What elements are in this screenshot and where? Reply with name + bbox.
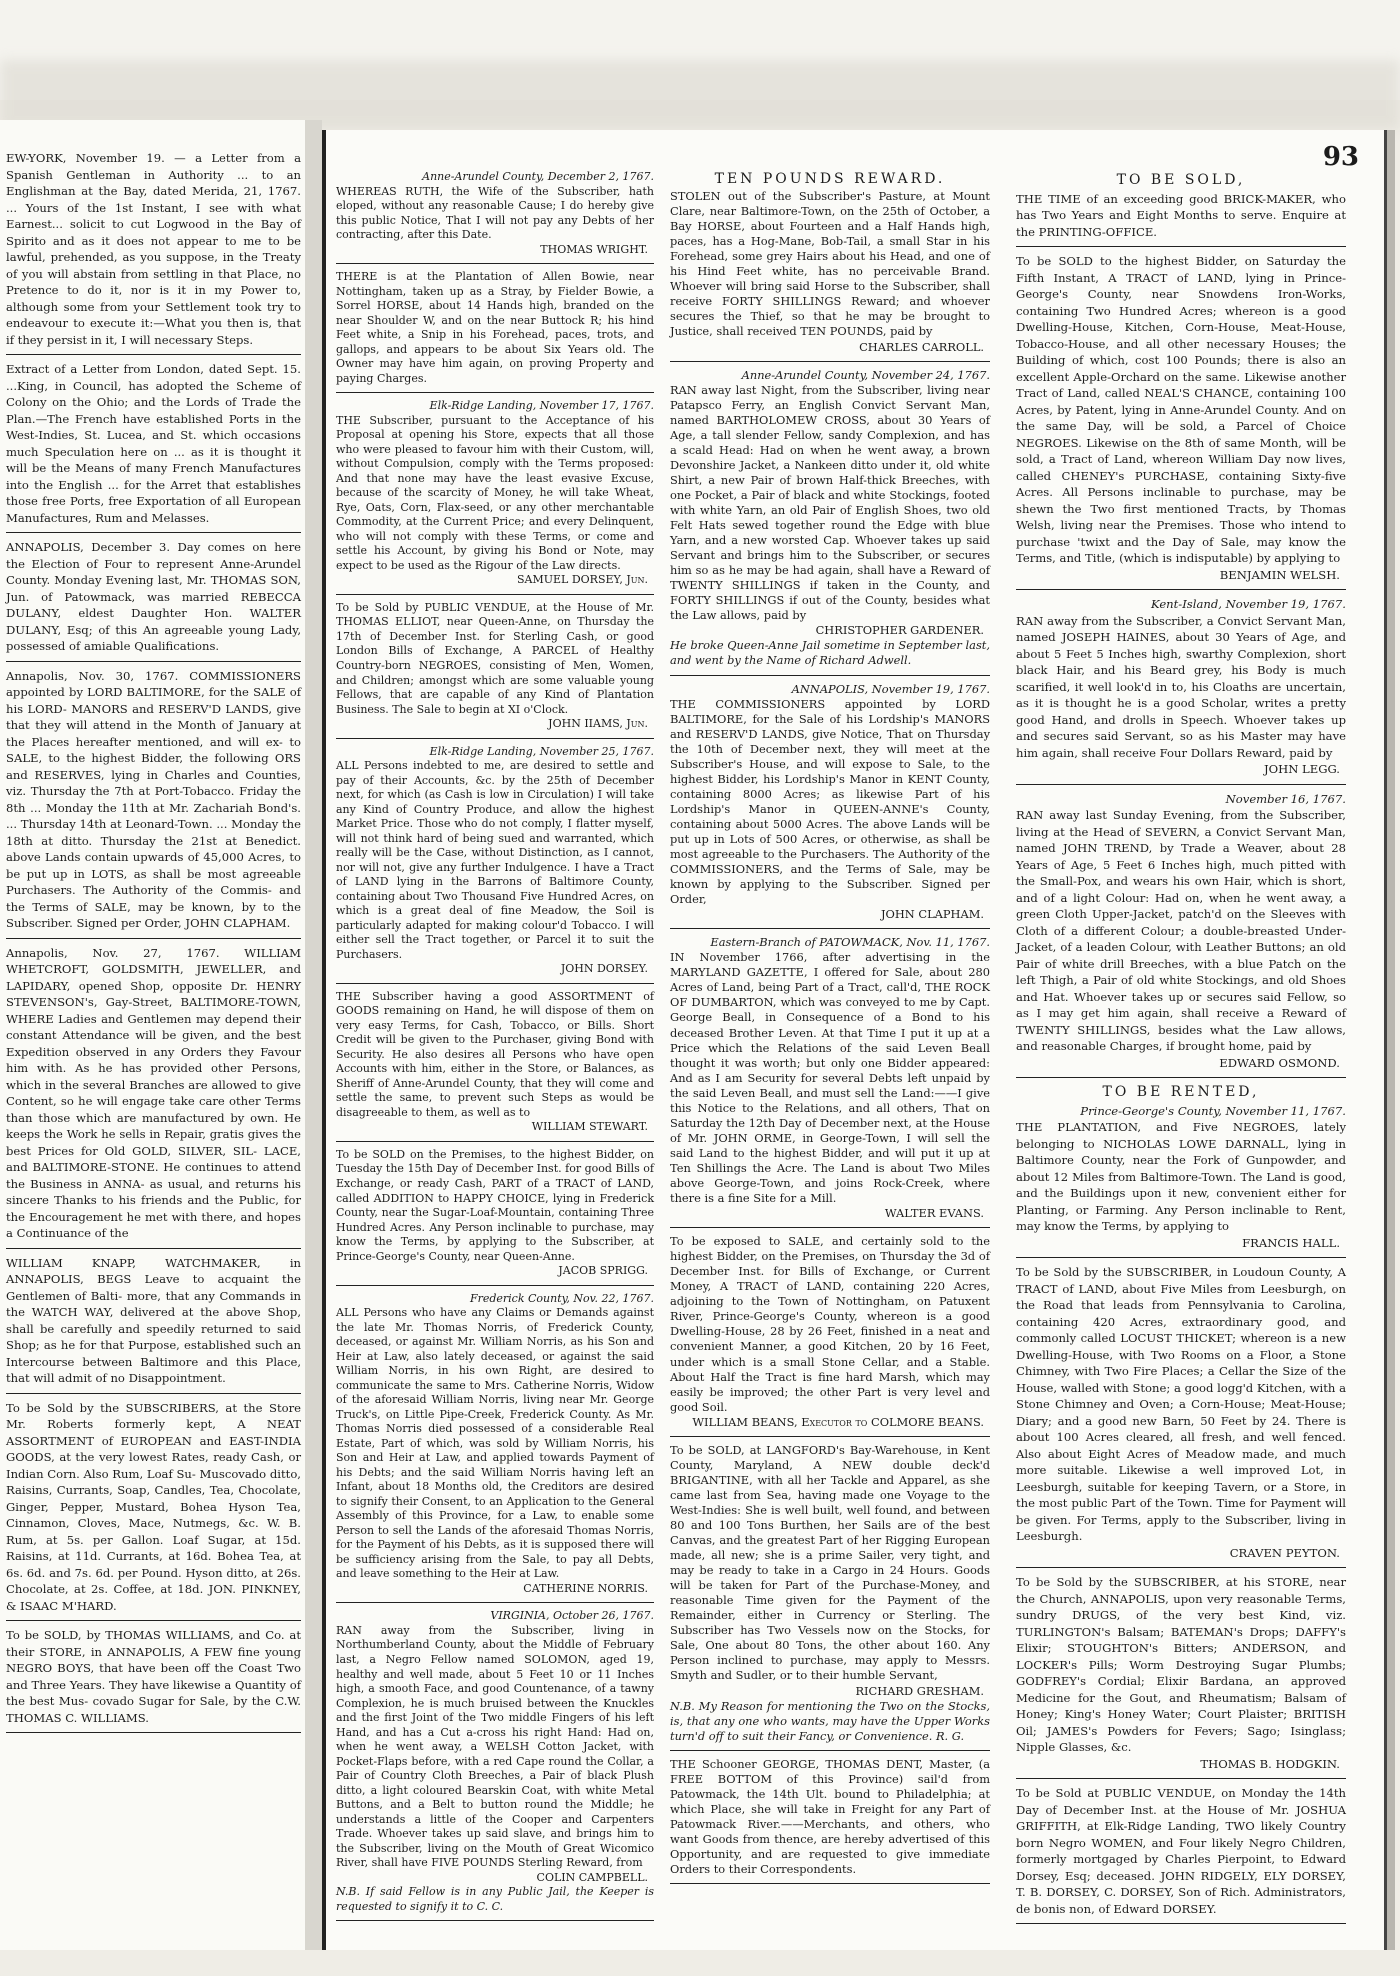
right-page: [322, 130, 1387, 1950]
ad-body: THE COMMISSIONERS appointed by LORD BALTIMORE, for the Sale of his Lordship's MANORS and RESERV'D LANDS, give Notice, That on Thursday the 10th of December next, they will meet at the Subscriber's House, and will expose to Sale, to the highest Bidder, his Lordship's Manor in KENT County, containing 8000 Acres; as likewise Part of his Lordship's Manor in QUEEN-ANNE's County, containing about 5000 Acres. The above Lands will be put up in Lots of 500 Acres, or otherwise, as shall be most agreeable to the Purchasers. The Authority of the COMMISSIONERS, and the Terms of Sale, may be known by applying to the Subscriber. Signed per Order,: [670, 696, 990, 907]
advertisement: [1016, 1084, 1346, 1251]
ad-signature: JOHN CLAPHAM.: [880, 907, 984, 922]
advertisement: [336, 270, 654, 386]
ad-body: ALL Persons indebted to me, are desired to settle and pay of their Accounts, &c. by the 25th of December next, for which (as Cash is low in Circulation) I will take any Kind of Country Produce, and allow the highest Market Price. Those who do not comply, I flatter myself, will not think hard of being sued and warranted, which really will be the Case, without Distinction, as I cannot, nor will not, give any further Indulgence. I have a Tract of LAND lying in the Barrons of Baltimore County, containing about Two Thousand Five Hundred Acres, on which is a great deal of fine Meadow, the Soil is particularly adapted for making colour'd Tobacco. I will either sell the Tract together, or Parcel it to suit the Purchasers.: [336, 759, 654, 961]
column-rule: [670, 1436, 990, 1437]
advertisement: [336, 170, 654, 257]
ad-body: To be Sold by PUBLIC VENDUE, at the House of Mr. THOMAS ELLIOT, near Queen-Anne, on Thursday the 17th of December Inst. for Sterling Cash, or good London Bills of Exchange, A PARCEL of Healthy Country-born NEGROES, consisting of Men, Women, and Children; amongst which are some valuable young Fellows, that are capable of any Kind of Plantation Business. The Sale to begin at XI o'Clock.: [336, 600, 654, 716]
advertisement: [6, 150, 301, 348]
ad-body: IN November 1766, after advertising in the MARYLAND GAZETTE, I offered for Sale, about 280 Acres of Land, being Part of a Tract, call'd, THE ROCK OF DUMBARTON, which was conveyed to me by Capt. George Beall, in Consequence of a Bond to his deceased Brother Leven. At that Time I put it up at a Price which the Relations of the said Leven Beall thought it was worth; but only one Bidder appeared: And as I am Security for several Debts left unpaid by the said Leven Beall, and must sell the Land:——I give this Notice to the Relations, and all others, That on Saturday the 12th Day of December next, at the House of Mr. JOHN ORME, in George-Town, I will sell the said Land to the highest Bidder, and will put it up at Ten Shillings the Acre. The Land is about Two Miles above George-Town, and joins Rock-Creek, where there is a fine Site for a Mill.: [670, 950, 990, 1206]
ad-signature: SAMUEL DORSEY, Jun.: [516, 573, 648, 587]
ad-signature: COLIN CAMPBELL.: [536, 1870, 648, 1884]
column-rule: [670, 1750, 990, 1751]
page-number: 93: [1322, 142, 1359, 172]
ad-dateline: ANNAPOLIS, November 19, 1767.: [791, 681, 990, 696]
column-rule: [336, 983, 654, 984]
ad-body: To be Sold by the SUBSCRIBER, in Loudoun County, A TRACT of LAND, about Five Miles from Leesburgh, on the Road that leads from Pennsylvania to Carolina, containing 420 Acres, extraordinary good, and commonly called LOCUST THICKET; whereon is a new Dwelling-House, with Two Rooms on a Floor, a Stone Chimney, with Two Fire Places; a Cellar the Size of the House, walled with Stone; a good logg'd Kitchen, with a Stone Chimney and Oven; a Corn-House; Meat-House; Diary; and a good new Barn, 50 Feet by 24. There is about 100 Acres cleared, all fresh, and well fenced. Also about Eight Acres of Meadow made, and much more suitable. Likewise a well improved Lot, in Leesburgh, suitable for keeping Tavern, or a Store, in the most public Part of the Town. Time for Payment will be given. For Terms, apply to the Subscriber, living in Leesburgh.: [1016, 1265, 1346, 1543]
advertisement: [670, 935, 990, 1221]
column-rule: [1016, 1778, 1346, 1779]
ad-heading: TO BE RENTED,: [1102, 1084, 1260, 1100]
column-rule: [336, 594, 654, 595]
ad-signature: WILLIAM STEWART.: [531, 1120, 648, 1134]
column-rule: [1016, 1257, 1346, 1258]
ad-body: To be Sold at PUBLIC VENDUE, on Monday the 14th Day of December Inst. at the House of Mr. JOSHUA GRIFFITH, at Elk-Ridge Landing, TWO likely Country born Negro WOMEN, and Four likely Negro Children, formerly mortgaged by Charles Pierpoint, to Edward Dorsey, Esq; deceased. JOHN RIDGELY, ELY DORSEY, T. B. DORSEY, C. DORSEY, Son of Rich. Administrators, de bonis non, of Edward DORSEY.: [1016, 1786, 1346, 1916]
ad-dateline: VIRGINIA, October 26, 1767.: [490, 1609, 654, 1623]
column-rule: [336, 1141, 654, 1142]
ad-body: THE Subscriber, pursuant to the Acceptance of his Proposal at opening his Store, expects that all those who were pleased to favour him with their Custom, will, without Compulsion, comply with the Terms proposed: And that none may have the least evasive Excuse, because of the scarcity of Money, he will take Wheat, Rye, Oats, Corn, Flax-seed, or any other merchantable Commodity, at the Current Price; and every Delinquent, who will not comply with these Terms, or come and settle his Account, by giving his Bond or Note, may expect to be used as the Rigour of the Law directs.: [336, 413, 654, 572]
column-rule: [336, 392, 654, 393]
column-rule: [6, 661, 301, 662]
ad-signature: CRAVEN PEYTON.: [1229, 1545, 1340, 1560]
ad-dateline: Elk-Ridge Landing, November 17, 1767.: [429, 399, 654, 413]
advertisement: [670, 1234, 990, 1430]
advertisement: [670, 1757, 990, 1877]
ad-dateline: Elk-Ridge Landing, November 25, 1767.: [429, 744, 654, 758]
column-rule: [1016, 1567, 1346, 1568]
column-rule: [1016, 784, 1346, 785]
ad-body: THE Subscriber having a good ASSORTMENT of GOODS remaining on Hand, he will dispose of them on very easy Terms, for Cash, Tobacco, or Bills. Short Credit will be given to the Purchaser, giving Bond with Security. He also desires all Persons who have open Accounts with him, either in the Store, or Balances, as Sheriff of Anne-Arundel County, that they will come and settle the same, to prevent such Steps as would be disagreeable to them, as well as to: [336, 989, 654, 1119]
advertisement: [6, 539, 301, 655]
ad-heading: TO BE SOLD,: [1116, 172, 1246, 188]
ad-signature: RICHARD GRESHAM.: [855, 1683, 984, 1698]
ad-dateline: Prince-George's County, November 11, 1767.: [1080, 1103, 1346, 1118]
column-rule: [6, 532, 301, 533]
advertisement: [6, 668, 301, 932]
ad-body: STOLEN out of the Subscriber's Pasture, at Mount Clare, near Baltimore-Town, on the 25th of October, a Bay HORSE, about Fourteen and a Half Hands high, paces, has a Hog-Mane, Bob-Tail, a small Star in his Forehead, some grey Hairs about his Head, and one of his Hind Feet white, has no perceivable Brand. Whoever will bring said Horse to the Subscriber, shall receive FORTY SHILLINGS Reward; and whoever secures the Thief, so that he may be brought to Justice, shall received TEN POUNDS, paid by: [670, 189, 990, 339]
column-rule: [1016, 1923, 1346, 1924]
advertisement: [1016, 791, 1346, 1072]
advertisement: [336, 1148, 654, 1279]
advertisement: [6, 361, 301, 526]
ad-body: EW-YORK, November 19. — a Letter from a Spanish Gentleman in Authority ... to an Englishman at the Bay, dated Merida, 21, 1767. ... Yours of the 1st Instant, I see with what Earnest... solicit to cut Logwood in the Bay of Spirito and as it does not appear to me to be lawful, prehended, as you suppose, in the Treaty of you will abstain from settling in that Place, no Pretence to do it, nor is it in my Power to, although some from your Settlement took try to endeavour to execute it:—What you then is, that if they persist in it, I will necessary Steps.: [6, 151, 301, 347]
book-spine: [305, 120, 322, 1950]
left-page-column: [6, 150, 301, 1739]
ad-signature: CHARLES CARROLL.: [859, 339, 984, 354]
ad-body: THE Schooner GEORGE, THOMAS DENT, Master, (a FREE BOTTOM of this Province) sail'd from Patowmack, the 14th Ult. bound to Philadelphia; at which Place, she will take in Freight for any Part of Patowmack River.——Merchants, and others, who want Goods from thence, are hereby advertised of this Opportunity, and are requested to give immediate Orders to their Correspondents.: [670, 1756, 990, 1877]
column-1: [336, 170, 654, 1927]
ad-signature: FRANCIS HALL.: [1242, 1235, 1340, 1250]
ad-signature: JACOB SPRIGG.: [558, 1264, 648, 1278]
column-rule: [6, 1248, 301, 1249]
ad-signature: CHRISTOPHER GARDENER.: [815, 623, 984, 638]
ad-signature: WILLIAM BEANS, Executor to COLMORE BEANS.: [692, 1414, 984, 1429]
column-rule: [336, 1602, 654, 1603]
ad-body: THE PLANTATION, and Five NEGROES, lately belonging to NICHOLAS LOWE DARNALL, lying in Baltimore County, near the Fork of Gunpowder, and about 12 Miles from Baltimore-Town. The Land is good, and the Buildings upon it new, convenient either for Planting, or Farming. Any Person inclinable to Rent, may know the Terms, by applying to: [1016, 1120, 1346, 1233]
ad-body: Annapolis, Nov. 27, 1767. WILLIAM WHETCROFT, GOLDSMITH, JEWELLER, and LAPIDARY, opened Shop, opposite Dr. HENRY STEVENSON's, Gay-Street, BALTIMORE-TOWN, WHERE Ladies and Gentlemen may depend their constant Attendance will be given, and the best Expedition observed in any Orders they Favour him with. As he has provided other Persons, which in the several Branches are allowed to give Content, so he will engage take care other Terms than those which are manufactured by own. He keeps the Work he sells in Repair, gratis gives the best Prices for Old GOLD, SILVER, SIL- LACE, and BALTIMORE-STONE. He continues to attend the Business in ANNA- as usual, and returns his sincere Thanks to his friends and the Public, for the Encouragement he met with there, and hopes a Continuance of the: [6, 945, 301, 1240]
ad-body: To be Sold by the SUBSCRIBER, at his STORE, near the Church, ANNAPOLIS, upon very reasonable Terms, sundry DRUGS, of the very best Kind, viz. TURLINGTON's Balsam; BATEMAN's Drops; DAFFY's Elixir; STOUGHTON's Bitters; ANDERSON, and LOCKER's Pills; Worm Destroying Sugar Plumbs; GODFREY's Cordial; Elixir Bardana, an approved Medicine for the Gout, and Rheumatism; Balsam of Honey; King's Honey Water; Court Plaister; BRITISH Oil; JAMES's Powders for Fevers; Sago; Isinglass; Nipple Glasses, &c.: [1016, 1575, 1346, 1754]
ad-signature: THOMAS WRIGHT.: [540, 242, 648, 256]
ad-dateline: Eastern-Branch of PATOWMACK, Nov. 11, 1767.: [710, 935, 990, 950]
ad-signature: CATHERINE NORRIS.: [523, 1581, 648, 1595]
ad-note: He broke Queen-Anne Jail sometime in September last, and went by the Name of Richard Adwell.: [670, 638, 990, 668]
column-rule: [336, 1285, 654, 1286]
ad-body: RAN away from the Subscriber, a Convict Servant Man, named JOSEPH HAINES, about 30 Years of Age, and about 5 Feet 5 Inches high, swarthy Complexion, short black Hair, and his Beard grey, his Body is much scarified, it well look'd in to, his Cloaths are uncertain, as it is thought he is a good Scholar, writes a pretty good Hand, and drolls in Speech. Whoever takes up and secures said Servant, so as his Master may have him again, shall receive Four Dollars Reward, paid by: [1016, 613, 1346, 760]
column-rule: [670, 928, 990, 929]
ad-body: ANNAPOLIS, December 3. Day comes on here the Election of Four to represent Anne-Arundel County. Monday Evening last, Mr. THOMAS SON, Jun. of Patowmack, was married REBECCA DULANY, eldest Daughter Hon. WALTER DULANY, Esq; of this An agreeable young Lady, possessed of amiable Qualifications.: [6, 540, 301, 653]
ad-body: To be SOLD, at LANGFORD's Bay-Warehouse, in Kent County, Maryland, A NEW double deck'd BRIGANTINE, with all her Tackle and Apparel, as she came last from Sea, having made one Voyage to the West-Indies: She is well built, well found, and between 80 and 100 Tons Burthen, her Sails are of the best Canvas, and the greatest Part of her Rigging European made, all new; she is a prime Sailer, very tight, and may be ready to take in a Cargo in 24 Hours. Goods will be taken for Part of the Purchase-Money, and reasonable Time given for the Payment of the Remainder, either in Currency or Sterling. The Subscriber has Two Vessels now on the Stocks, for Sale, One about 80 Tons, the other about 160. Any Person inclined to purchase, may apply to Messrs. Smyth and Sudler, or to their humble Servant,: [670, 1442, 990, 1683]
ad-dateline: Frederick County, Nov. 22, 1767.: [469, 1291, 654, 1305]
ad-signature: EDWARD OSMOND.: [1219, 1055, 1340, 1070]
ad-body: WILLIAM KNAPP, WATCHMAKER, in ANNAPOLIS, BEGS Leave to acquaint the Gentlemen of Balti- more, that any Commands in the WATCH WAY, delivered at the above Shop, shall be carefully and speedily returned to said Shop; as he for that Purpose, established such an Intercourse between Baltimore and this Place, that will admit of no Disappointment.: [6, 1255, 301, 1385]
column-rule: [1016, 246, 1346, 247]
advertisement: [670, 368, 990, 669]
advertisement: [336, 745, 654, 977]
column-rule: [670, 361, 990, 362]
column-rule: [670, 1227, 990, 1228]
column-rule: [1016, 589, 1346, 590]
advertisement: [1016, 596, 1346, 778]
advertisement: [1016, 172, 1346, 240]
ad-body: To be Sold by the SUBSCRIBERS, at the Store Mr. Roberts formerly kept, A NEAT ASSORTMENT of EUROPEAN and EAST-INDIA GOODS, at the very lowest Rates, ready Cash, or Indian Corn. Also Rum, Loaf Su- Muscovado ditto, Raisins, Currants, Soap, Candles, Tea, Chocolate, Ginger, Pepper, Mustard, Bohea Hyson Tea, Cinnamon, Cloves, Mace, Nutmegs, &c. W. B. Rum, at 5s. per Gallon. Loaf Sugar, at 15d. Raisins, at 11d. Currants, at 16d. Bohea Tea, at 6s. 6d. and 7s. 6d. per Pound. Hyson ditto, at 26s. Chocolate, at 2s. Coffee, at 18d. JON. PINKNEY, & ISAAC M'HARD.: [6, 1400, 301, 1613]
advertisement: [6, 1627, 301, 1726]
ad-signature: JOHN DORSEY.: [560, 962, 648, 976]
advertisement: [336, 1609, 654, 1914]
column-rule: [336, 1920, 654, 1921]
ad-dateline: Anne-Arundel County, November 24, 1767.: [741, 367, 990, 382]
ad-dateline: Kent-Island, November 19, 1767.: [1150, 597, 1346, 611]
column-rule: [670, 1883, 990, 1884]
ad-body: RAN away from the Subscriber, living in Northumberland County, about the Middle of February last, a Negro Fellow named SOLOMON, aged 19, healthy and well made, about 5 Feet 10 or 11 Inches high, a smooth Face, and good Countenance, of a tawny Complexion, he is much bruised between the Knuckles and the first Joint of the Two middle Fingers of his left Hand, and has a Cut a-cross his right Hand: Had on, when he went away, a WELSH Cotton Jacket, with Pocket-Flaps before, with a red Cape round the Collar, a Pair of Country Cloth Breeches, a Pair of black Plush ditto, a light coloured Bearskin Coat, with white Metal Buttons, and a Belt to button round the Middle; he understands a little of the Cooper and Carpenters Trade. Whoever takes up said slave, and brings him to the Subscriber, living on the Mouth of Great Wicomico River, shall have FIVE POUNDS Sterling Reward, from: [336, 1623, 654, 1870]
advertisement: [1016, 1574, 1346, 1772]
ad-body: THERE is at the Plantation of Allen Bowie, near Nottingham, taken up as a Stray, by Fielder Bowie, a Sorrel HORSE, about 14 Hands high, branded on the near Shoulder W, and on the near Buttock R; his hind Feet white, a Snip in his Forehead, paces, trots, and gallops, and appears to be about Six Years old. The Owner may have him again, on proving Property and paying Charges.: [336, 270, 654, 385]
advertisement: [336, 601, 654, 732]
ad-signature: BENJAMIN WELSH.: [1219, 567, 1340, 582]
ad-signature: WALTER EVANS.: [884, 1206, 984, 1221]
advertisement: [670, 1443, 990, 1744]
ad-heading: TEN POUNDS REWARD.: [714, 171, 946, 187]
ad-body: To be SOLD to the highest Bidder, on Saturday the Fifth Instant, A TRACT of LAND, lying in Prince-George's County, near Snowdens Iron-Works, containing Two Hundred Acres; whereon is a good Dwelling-House, Kitchen, Corn-House, Meat-House, Tobacco-House, and all other necessary Houses; the Building of which, cost 100 Pounds; there is also an excellent Apple-Orchard on the same. Likewise another Tract of Land, called NEAL'S CHANCE, containing 100 Acres, by Patent, lying in Anne-Arundel County. And on the same Day, will be sold, a Parcel of Choice NEGROES. Likewise on the 8th of same Month, will be sold, a Tract of Land, whereon William Day now lives, called CHENEY's PURCHASE, containing Sixty-five Acres. All Persons inclinable to purchase, may be shewn the Two first mentioned Tracts, by Thomas Welsh, living near the Premises. Those who intend to purchase 'twixt and the Day of Sale, may know the Terms, and Title, (which is indisputable) by applying to: [1016, 254, 1346, 565]
column-rule: [6, 1732, 301, 1733]
column-rule: [336, 738, 654, 739]
ad-note: N.B. If said Fellow is in any Public Jail, the Keeper is requested to signify it to C. C.: [336, 1885, 654, 1913]
ad-body: ALL Persons who have any Claims or Demands against the late Mr. Thomas Norris, of Frederick County, deceased, or against Mr. William Norris, as his Son and Heir at Law, also lately deceased, or against the said William Norris, in his own Right, are desired to communicate the same to Mrs. Catherine Norris, Widow of the aforesaid William Norris, living near Mr. George Truck's, on Little Pipe-Creek, Frederick County. As Mr. Thomas Norris died possessed of a considerable Real Estate, Part of which, was sold by William Norris, his Son and Heir at Law, and applied towards Payment of his Debts; and the said William Norris having left an Infant, about 18 Months old, the Creditors are desired to signify their Consent, to an Application to the General Assembly of this Province, for a Law, to enable some Person to sell the Lands of the aforesaid Thomas Norris, for the Payment of his Debts, as it is supposed there will be sufficiency arising from the Sale, to pay all Debts, and leave something to the Heir at Law.: [336, 1306, 654, 1581]
ad-signature: JOHN IIAMS, Jun.: [548, 717, 648, 731]
ad-signature: THOMAS B. HODGKIN.: [1200, 1756, 1340, 1771]
advertisement: [336, 990, 654, 1135]
ad-body: To be SOLD on the Premises, to the highest Bidder, on Tuesday the 15th Day of December Inst. for good Bills of Exchange, or ready Cash, PART of a TRACT of LAND, called ADDITION to HAPPY CHOICE, lying in Frederick County, near the Sugar-Loaf-Mountain, containing Three Hundred Acres. Any Person inclinable to purchase, may know the Terms, by applying to the Subscriber, at Prince-George's County, near Queen-Anne.: [336, 1147, 654, 1263]
ad-body: RAN away last Sunday Evening, from the Subscriber, living at the Head of SEVERN, a Convict Servant Man, named JOHN TREND, by Trade a Weaver, about 28 Years of Age, 5 Feet 6 Inches high, much pitted with the Small-Pox, and wears his own Hair, which is short, and of a light Colour: Had on, when he went away, a green Cloth Upper-Jacket, patch'd on the Sleeves with Cloth of a different Colour; a double-breasted Under-Jacket, of a leaden Colour, with Leather Buttons; an old Pair of white drill Breeches, with a blue Patch on the left Thigh, a Pair of old white Stockings, and old Shoes and Hat. Whoever takes up or secures said Fellow, so as I may get him again, shall receive a Reward of TWENTY SHILLINGS, besides what the Law allows, and reasonable Charges, if brought home, paid by: [1016, 808, 1346, 1053]
column-rule: [6, 354, 301, 355]
ad-body: Annapolis, Nov. 30, 1767. COMMISSIONERS appointed by LORD BALTIMORE, for the SALE of his LORD- MANORS and RESERV'D LANDS, give that they will attend in the Month of January at the Places hereafter mentioned, and will ex- to SALE, to the highest Bidder, the following ORS and RESERVES, lying in Charles and Counties, viz. Thursday the 7th at Port-Tobacco. Friday the 8th ... Monday the 11th at Mr. Zachariah Bond's. ... Thursday 14th at Leonard-Town. ... Monday the 18th at ditto. Thursday the 21st at Benedict. above Lands contain upwards of 45,000 Acres, to be put up in LOTS, as shall be most agreeable Purchasers. The Authority of the Commis- and the Terms of SALE, may be known, by to the Subscriber. Signed per Order, JOHN CLAPHAM.: [6, 668, 301, 930]
column-rule: [336, 263, 654, 264]
column-2: [670, 170, 990, 1890]
advertisement: [6, 1255, 301, 1387]
advertisement: [336, 1292, 654, 1597]
ad-body: Extract of a Letter from London, dated Sept. 15. ...King, in Council, has adopted the Scheme of Colony on the Ohio; and the Lords of Trade the Plan.—The French have established Ports in the West-Indies, St. Lucea, and St. which occasions much Speculation here on ... as it is thought it will be the Means of many French Manufactures into the English ... for the Arret that establishes those free Ports, free Exportation of all European Manufactures, Rum and Melasses.: [6, 362, 301, 525]
ad-note: N.B. My Reason for mentioning the Two on the Stocks, is, that any one who wants, may have the Upper Works turn'd off to suit their Fancy, or Convenience. R. G.: [670, 1698, 990, 1743]
column-rule: [6, 1620, 301, 1621]
advertisement: [6, 1400, 301, 1615]
advertisement: [670, 682, 990, 923]
advertisement: [1016, 253, 1346, 583]
ad-body: To be exposed to SALE, and certainly sold to the highest Bidder, on the Premises, on Thursday the 3d of December Inst. for Bills of Exchange, or Current Money, A TRACT of LAND, containing 220 Acres, adjoining to the Town of Nottingham, on Patuxent River, Prince-George's County, whereon is a good Dwelling-House, 28 by 26 Feet, finished in a neat and convenient Manner, a good Kitchen, 20 by 16 Feet, under which is a small Stone Cellar, and a Stable. About Half the Tract is fine hard Marsh, which may easily be improved; the other Part is very level and good Soil.: [670, 1234, 990, 1414]
advertisement: [670, 172, 990, 355]
advertisement: [1016, 1264, 1346, 1561]
ad-dateline: Anne-Arundel County, December 2, 1767.: [422, 170, 654, 183]
ad-body: To be SOLD, by THOMAS WILLIAMS, and Co. at their STORE, in ANNAPOLIS, A FEW fine young NEGRO BOYS, that have been off the Coast Two and Three Years. They have likewise a Quantity of the best Mus- covado Sugar for Sale, by the C.W. THOMAS C. WILLIAMS.: [6, 1628, 301, 1725]
ad-body: RAN away last Night, from the Subscriber, living near Patapsco Ferry, an English Convict Servant Man, named BARTHOLOMEW CROSS, about 30 Years of Age, a tall slender Fellow, sandy Complexion, and has a scald Head: Had on when he went away, a brown Devonshire Jacket, a Nankeen ditto under it, old white Shirt, a new Pair of brown Half-thick Breeches, with one Pocket, a Pair of black and white Stockings, footed with white Yarn, an old Pair of English Shoes, two old Felt Hats sewed together round the Edge with blue Yarn, and a new worsted Cap. Whoever takes up said Servant and brings him to the Subscriber, or secures him so as he may be had again, shall have a Reward of TWENTY SHILLINGS if taken in the County, and FORTY SHILLINGS if out of the County, besides what the Law allows, paid by: [670, 382, 990, 623]
advertisement: [1016, 1785, 1346, 1917]
ad-body: WHEREAS RUTH, the Wife of the Subscriber, hath eloped, without any reasonable Cause; I do hereby give this public Notice, That I will not pay any Debts of her contracting, after this Date.: [336, 184, 654, 242]
ad-body: THE TIME of an exceeding good BRICK-MAKER, who has Two Years and Eight Months to serve. Enquire at the PRINTING-OFFICE.: [1016, 191, 1346, 239]
column-rule: [1016, 1077, 1346, 1078]
column-rule: [6, 1393, 301, 1394]
advertisement: [336, 399, 654, 588]
column-rule: [6, 938, 301, 939]
ad-dateline: November 16, 1767.: [1225, 791, 1346, 806]
column-rule: [670, 675, 990, 676]
advertisement: [6, 945, 301, 1242]
left-page: [0, 120, 308, 1950]
column-3: [1016, 170, 1346, 1930]
ad-signature: JOHN LEGG.: [1263, 762, 1340, 776]
